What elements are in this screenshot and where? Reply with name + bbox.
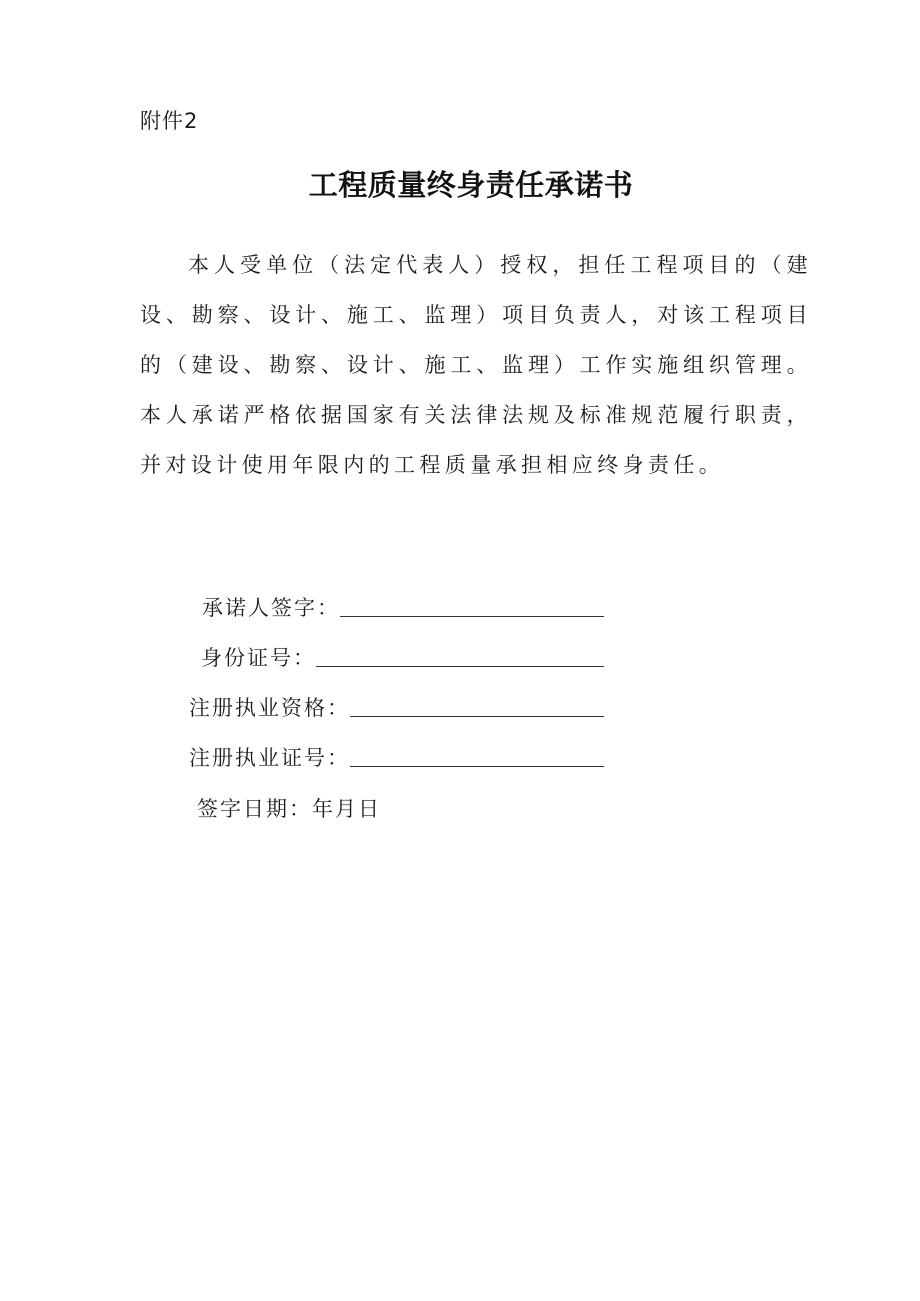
qualification-line	[350, 715, 604, 717]
id-number-line	[316, 665, 604, 667]
attachment-label: 附件2	[140, 109, 199, 133]
signature-date: 签字日期：年月日	[197, 797, 381, 821]
certificate-number-row	[189, 743, 604, 773]
qualification-label: 注册执业资格：	[189, 696, 350, 720]
commitment-paragraph: 本人受单位（法定代表人）授权，担任工程项目的（建设、勘察、设计、施工、监理）项目负责人，对该工程项目的（建设、勘察、设计、施工、监理）工作实施组织管理。本人承诺严格依据国家有关法律法规及标准规范履行职责，并对设计使用年限内的工程质量承担相应终身责任。	[140, 253, 812, 477]
signer-signature-row	[202, 593, 604, 623]
signer-signature-label: 承诺人签字：	[202, 596, 340, 620]
id-number-row	[201, 643, 604, 673]
signer-signature-line	[340, 615, 604, 617]
id-number-label: 身份证号：	[201, 646, 316, 670]
document-title: 工程质量终身责任承诺书	[308, 168, 634, 202]
certificate-number-label: 注册执业证号：	[189, 746, 350, 770]
qualification-row	[189, 693, 604, 723]
certificate-number-line	[350, 765, 604, 767]
